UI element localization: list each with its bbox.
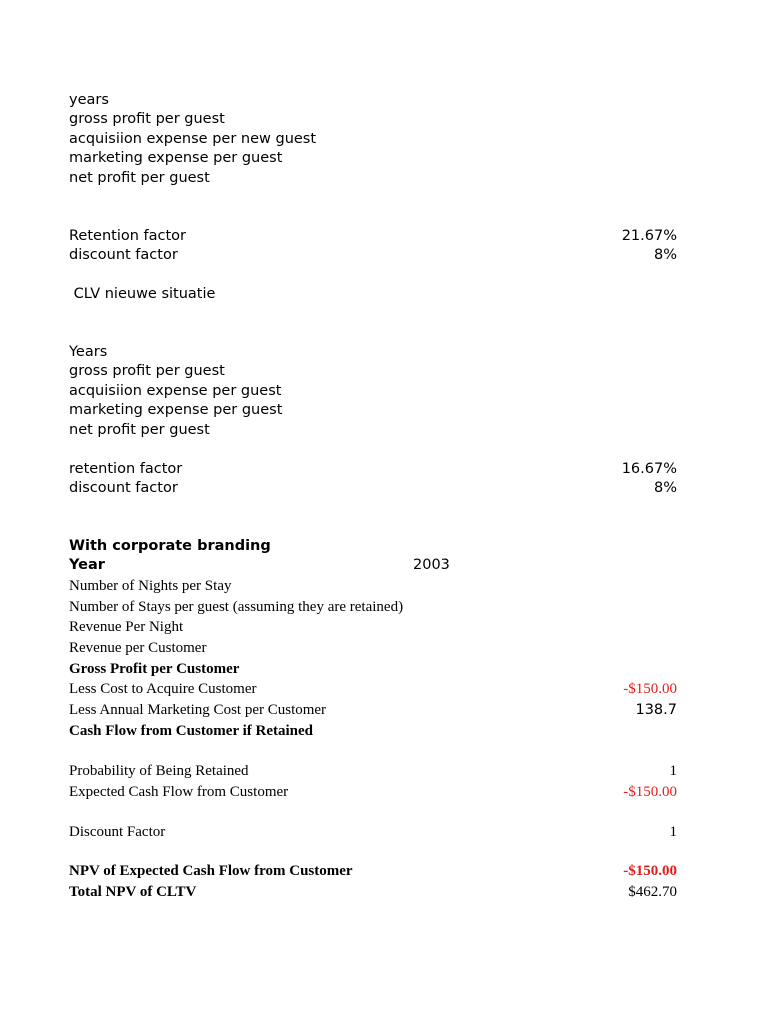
probability-value: 1 [669,763,677,779]
year-row [69,557,677,573]
label-years [69,92,677,108]
npv-label: NPV of Expected Cash Flow from Customer [69,863,353,879]
marketing-cost-value: 138.7 [635,702,677,718]
cell-text: gross profit per guest [69,363,225,379]
stays-label: Number of Stays per guest (assuming they are retained) [69,599,404,615]
expected-cashflow-label: Expected Cash Flow from Customer [69,784,289,800]
year-value: 2003 [413,557,450,573]
cell-text: net profit per guest [69,422,210,438]
acquire-cost-label: Less Cost to Acquire Customer [69,681,257,697]
year-label: Year [69,557,105,573]
label-years-2 [69,344,677,360]
cell-text: marketing expense per guest [69,402,283,418]
total-npv-label: Total NPV of CLTV [69,884,197,900]
npv-row [69,863,677,880]
label-marketing-expense [69,150,677,166]
label-gross-profit-2 [69,363,677,379]
revenue-night-label: Revenue Per Night [69,619,184,635]
retention-factor-row-2 [69,461,677,477]
retention-factor-label: retention factor [69,461,183,477]
revenue-customer-label: Revenue per Customer [69,640,207,656]
revenue-night-row [69,619,677,636]
label-acquisition-expense-2 [69,383,677,399]
cell-text: acquisiion expense per guest [69,383,282,399]
retention-factor-row [69,228,677,244]
discount-factor-label: Discount Factor [69,824,166,840]
cell-text: acquisiion expense per new guest [69,131,317,147]
marketing-cost-label: Less Annual Marketing Cost per Customer [69,702,327,718]
gross-profit-row [69,661,677,678]
revenue-customer-row [69,640,677,657]
nights-row [69,578,677,595]
label-gross-profit [69,111,677,127]
total-npv-row [69,884,677,901]
cell-text: marketing expense per guest [69,150,283,166]
cell-text: Years [69,344,108,360]
branding-heading [69,538,677,554]
discount-factor-label: discount factor [69,480,178,496]
acquire-cost-value: -$150.00 [623,681,677,697]
discount-factor-value: 8% [653,247,677,263]
retention-factor-label: Retention factor [69,228,187,244]
label-marketing-expense-2 [69,402,677,418]
probability-row [69,763,677,780]
cashflow-row [69,723,677,740]
discount-factor-row-3 [69,824,677,841]
discount-factor-row [69,247,677,263]
cashflow-label: Cash Flow from Customer if Retained [69,723,314,739]
discount-factor-label: discount factor [69,247,178,263]
npv-value: -$150.00 [623,863,677,879]
gross-profit-label: Gross Profit per Customer [69,661,240,677]
clv-heading [69,286,677,302]
discount-factor-value: 1 [669,824,677,840]
marketing-cost-row [69,702,677,719]
cell-text: net profit per guest [69,170,210,186]
probability-label: Probability of Being Retained [69,763,249,779]
nights-label: Number of Nights per Stay [69,578,232,594]
discount-factor-value: 8% [653,480,677,496]
stays-row [69,599,677,616]
expected-cashflow-row [69,784,677,801]
cell-text: gross profit per guest [69,111,225,127]
acquire-cost-row [69,681,677,698]
clv-heading-text: CLV nieuwe situatie [69,286,216,302]
branding-heading-text: With corporate branding [69,538,271,554]
expected-cashflow-value: -$150.00 [623,784,677,800]
total-npv-value: $462.70 [628,884,677,900]
label-net-profit-2 [69,422,677,438]
retention-factor-value: 21.67% [621,228,677,244]
discount-factor-row-2 [69,480,677,496]
label-acquisition-expense [69,131,677,147]
cell-text: years [69,92,109,108]
label-net-profit [69,170,677,186]
retention-factor-value: 16.67% [621,461,677,477]
